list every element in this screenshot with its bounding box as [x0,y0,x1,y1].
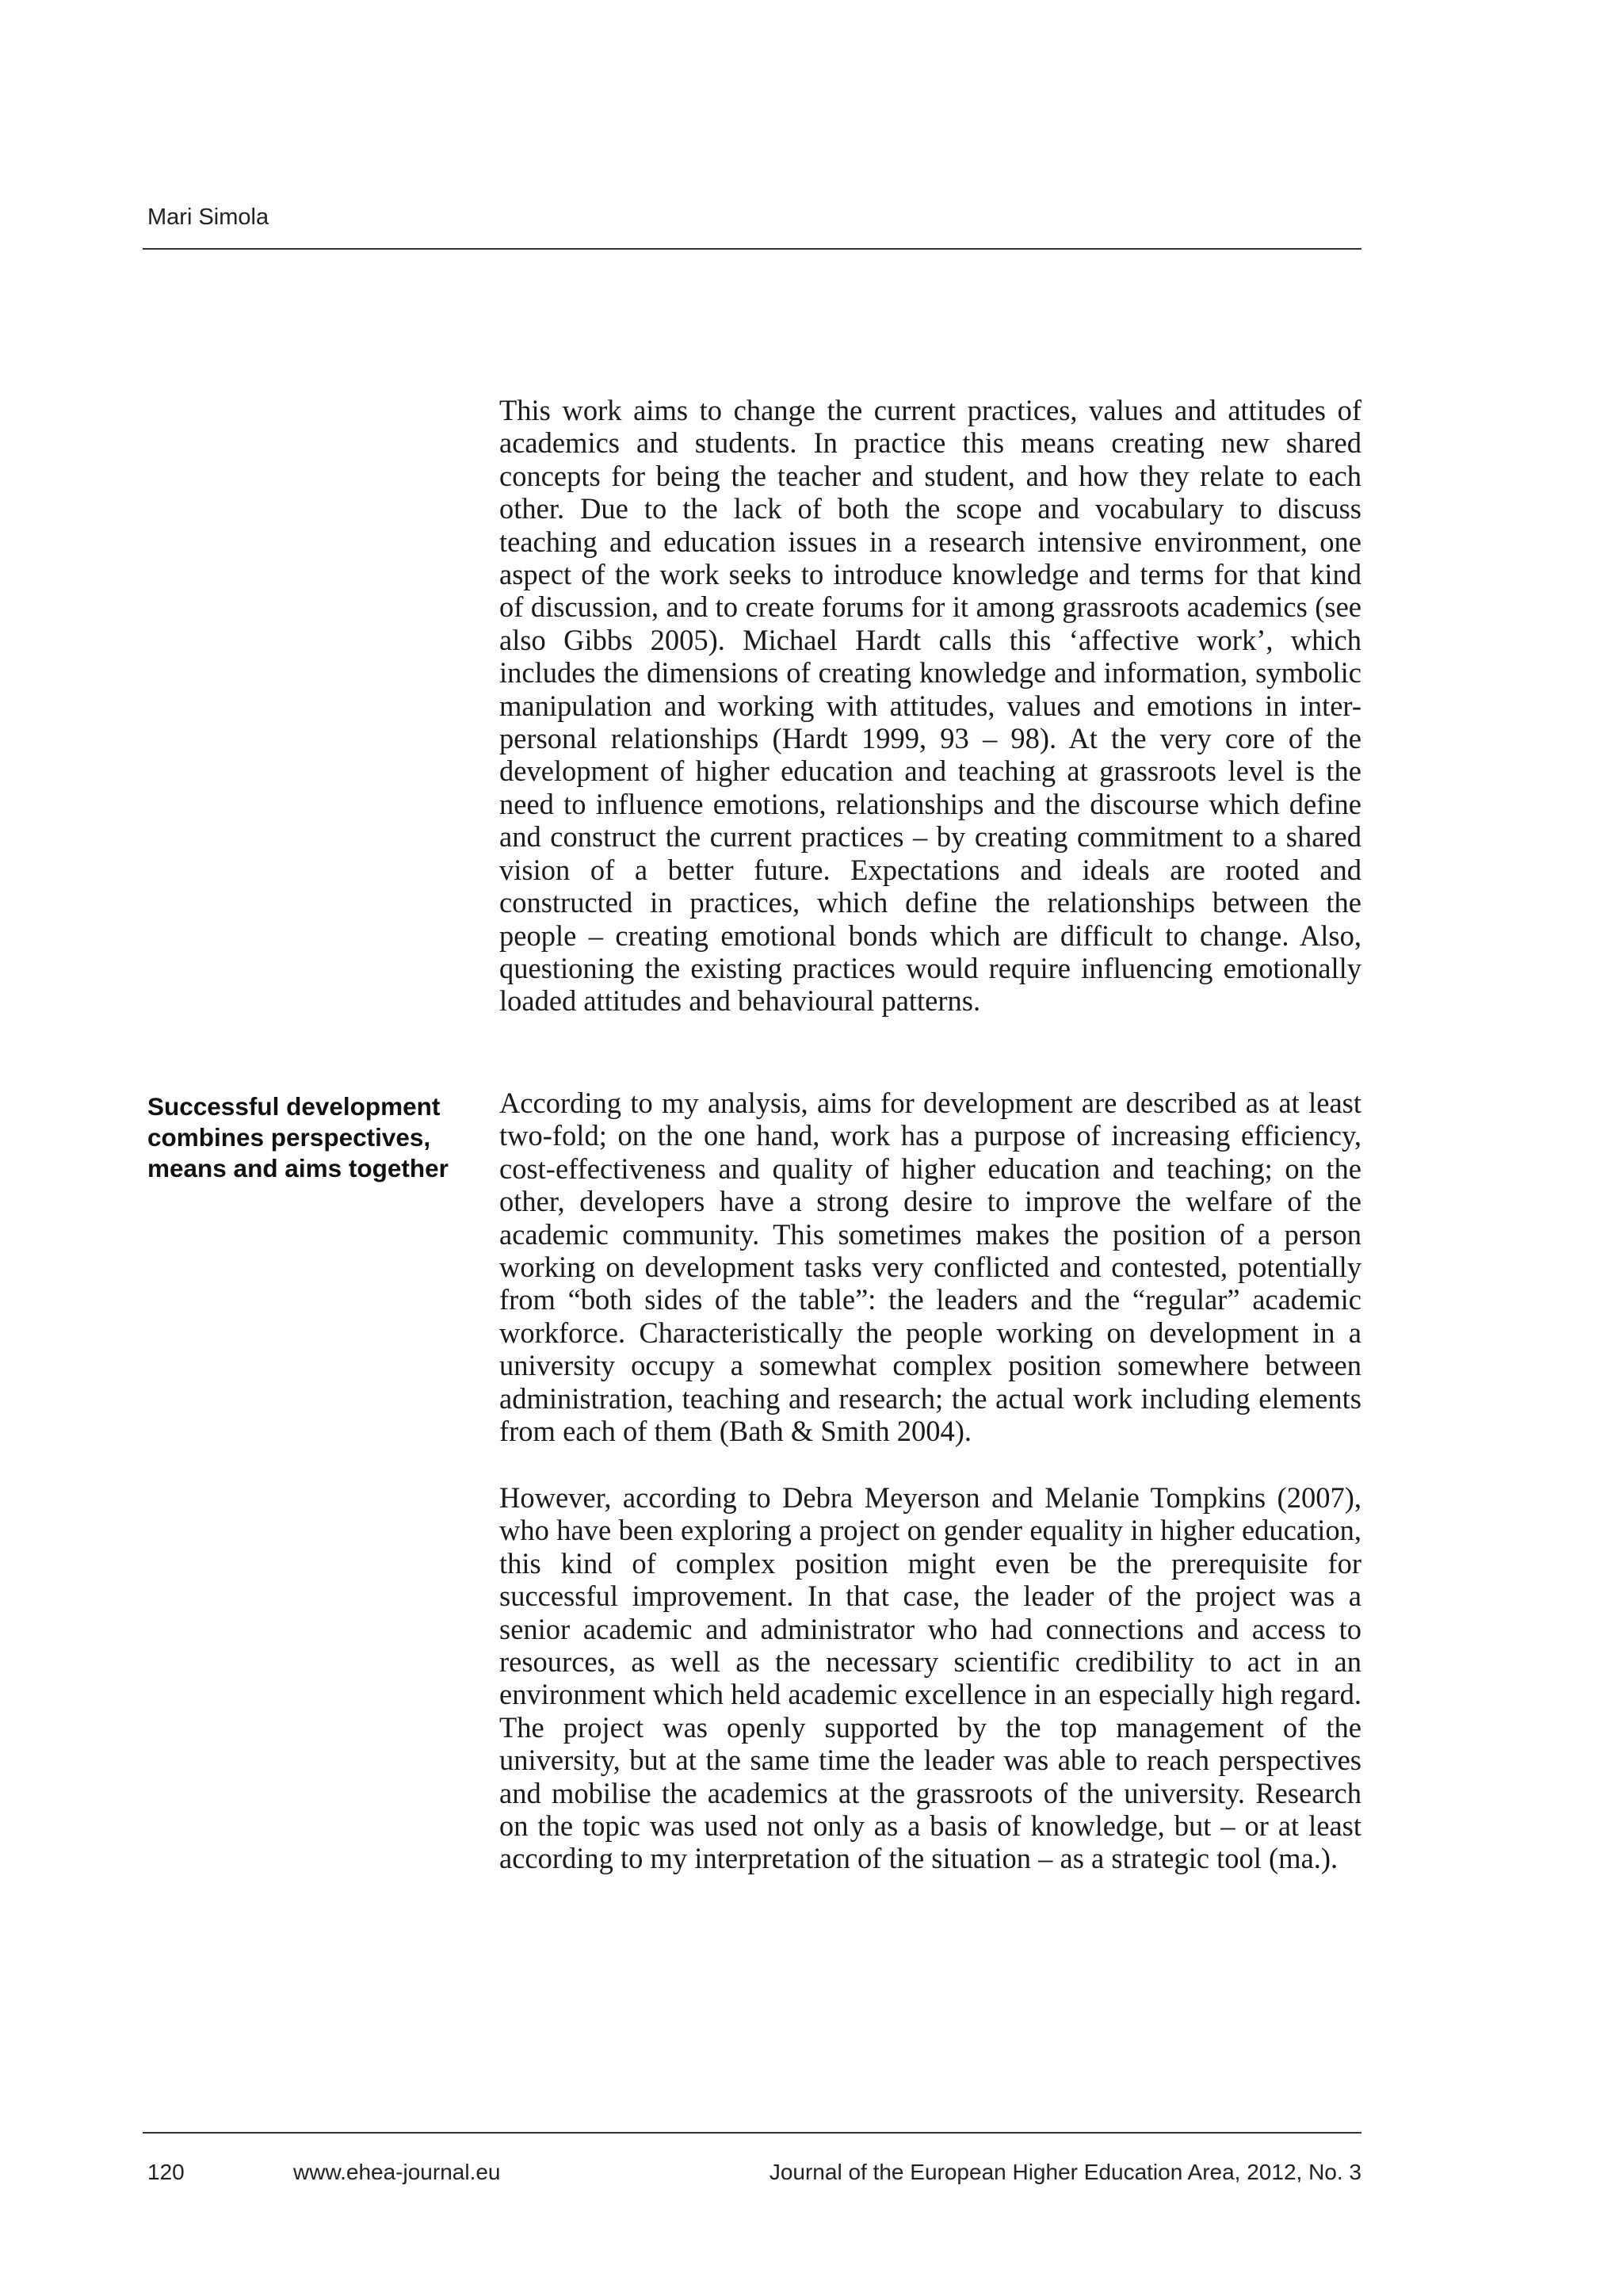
journal-url-link[interactable]: www.ehea-journal.eu [293,2160,501,2184]
running-header-author: Mari Simola [147,204,269,230]
body-paragraph: However, according to Debra Meyerson and Melanie Tompkins (2007), who have been exploring a project on gender equality in higher education, this kind of complex position might even be the prerequisite for successful improvement. In that case, the leader of the project was a senior academic and administrator who had connections and access to resources, as well as the necessary scientific credibility to act in an environment which held academic excellence in an especially high regard. The project was openly supported by the top management of the university, but at the same time the leader was able to reach perspectives and mobilise the academics at the grassroots of the university. Research on the topic was used not only as a basis of knowledge, but – or at least according to my interpretation of the situation – as a strategic tool (ma.). [499,1481,1361,1875]
body-paragraph: According to my analysis, aims for development are described as at least two-fold; on the one hand, work has a purpose of increasing efficiency, cost-effectiveness and quality of higher education and teaching; on the other, developers have a strong desire to improve the welfare of the academic community. This sometimes makes the position of a person working on development tasks very conflicted and contested, potentially from “both sides of the table”: the leaders and the “regular” academic workforce. Characteristically the people working on development in a university occupy a somewhat complex position somewhere between administration, teaching and research; the actual work including elements from each of them (Bath & Smith 2004). [499,1087,1361,1448]
page-number: 120 [147,2160,185,2184]
journal-citation: Journal of the European Higher Education Area, 2012, No. 3 [769,2160,1361,2184]
header-divider [143,248,1361,250]
footer-divider [143,2132,1361,2134]
margin-heading: Successful development combines perspectives, means and aims together [147,1092,449,1182]
body-paragraph: This work aims to change the current practices, values and attitudes of academics and students. In practice this means creating new shared concepts for being the teacher and student, and how they relate to each other. Due to the lack of both the scope and vocabulary to discuss teaching and education issues in a research intensive environment, one aspect of the work seeks to introduce knowledge and terms for that kind of discussion, and to create forums for it among grassroots academics (see also Gibbs 2005). Michael Hardt calls this ‘affective work’, which includes the dimensions of creating knowledge and information, symbolic manipulation and working with attitudes, values and emotions in inter-personal relationships (Hardt 1999, 93 – 98). At the very core of the development of higher education and teaching at grassroots level is the need to influence emotions, relationships and the discourse which define and construct the current practices – by creating commitment to a shared vision of a better future. Expectations and ideals are rooted and constructed in practices, which define the relationships between the people – creating emotional bonds which are difficult to change. Also, questioning the existing practices would require influencing emotionally loaded attitudes and behavioural patterns. [499,394,1361,1018]
